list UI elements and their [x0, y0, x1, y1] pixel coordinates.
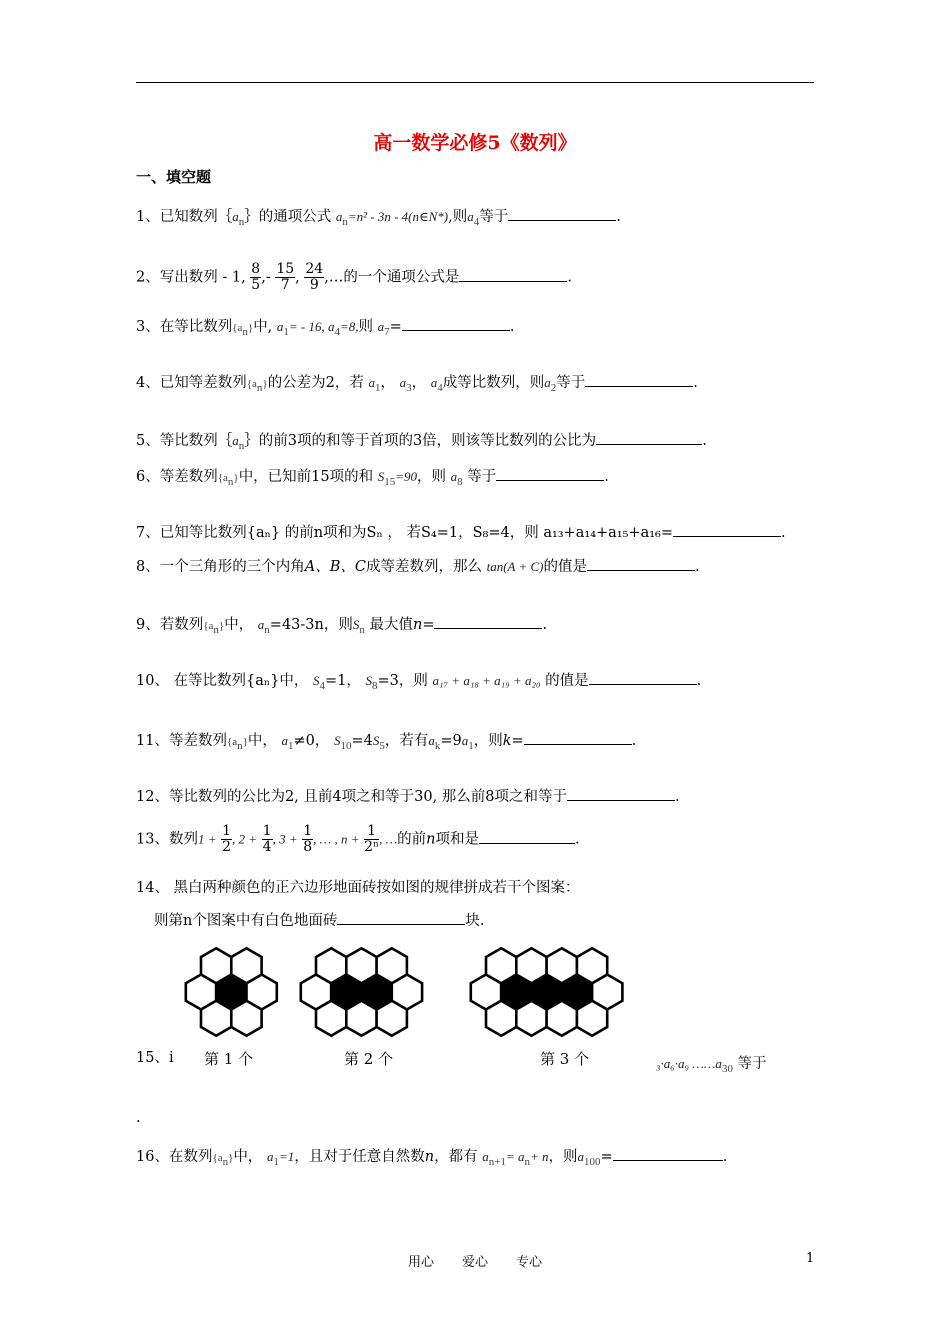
question-2: 2、写出数列 - 1, $\frac{8}{5}$ ,- $\frac{15}{7}$ , $\frac{24}{9}$ ,…的一个通项公式是 . — [136, 261, 572, 293]
question-6: 6、等差数列$\{a_n\}$中，已知前15项的和 $S_{15}=90$，则 $a_8$ 等于 . — [136, 466, 609, 492]
question-11: 11、等差数列$\{a_n\}$中， $a_1\ne 0$， $S_{10}=4S_5$，若有$a_k=9a_1$，则k= . — [136, 730, 636, 756]
white-hex-tile — [316, 1001, 346, 1036]
white-hex-tile — [201, 948, 231, 983]
question-10: 10、 在等比数列{aₙ}中， $S_4=1$， $S_8=3$，则 a₁₇ + a₁₈ + a₁₉ + a₂₀ 的值是 . — [136, 670, 701, 696]
question-14: 14、 黑白两种颜色的正六边形地面砖按如图的规律拼成若干个图案： — [136, 880, 580, 896]
white-hex-tile — [316, 948, 346, 983]
question-3: 3、在等比数列$\{a_n\}$中, $a_1= - 16$, $a_4=8$,则 $a_7=$ . — [136, 316, 514, 342]
white-hex-tile — [547, 1001, 577, 1036]
question-16: 16、在数列$\{a_n\}$中， $a_1=1$，且对于任意自然数n，都有 $a_{n+1}= a_n+ n$，则$a_{100}=$ . — [136, 1146, 727, 1172]
white-hex-tile — [346, 948, 376, 983]
section-heading: 一、填空题 — [136, 168, 212, 186]
figure-caption: 第 2 个 — [344, 1050, 394, 1068]
question-7: 7、已知等比数列{aₙ} 的前n项和为Sₙ ， 若S₄=1，S₈=4，则 a₁₃+a₁₄+a₁₅+a₁₆= . — [136, 522, 786, 543]
question-1: 1、已知数列$\{a_n\}$的通项公式 $a_n=n^2 - 3n$ - 4(n∈N*),则$a_4$等于 . — [136, 206, 621, 232]
question-15-end: . — [136, 1110, 141, 1126]
question-13: 13、数列1 + $\frac{1}{2}$ , 2 + $\frac{1}{4}$ , 3 + $\frac{1}{8}$ , … , n + $\frac{1}{\text{2ⁿ}}$ , …的前n项和是 . — [136, 823, 580, 855]
white-hex-tile — [516, 948, 546, 983]
question-8: 8、一个三角形的三个内角A、B、C成等差数列，那么 tan(A + C)的值是 . — [136, 556, 700, 577]
white-hex-tile — [547, 948, 577, 983]
white-hex-tile — [201, 1001, 231, 1036]
white-hex-tile — [377, 1001, 407, 1036]
question-4: 4、已知等差数列$\{a_n\}$的公差为2，若 $a_1$， $a_3$， $a_4$成等比数列，则$a_2$等于 . — [136, 372, 698, 398]
question-15: 15、i — [136, 1050, 174, 1066]
white-hex-tile — [346, 1001, 376, 1036]
white-hex-tile — [486, 948, 516, 983]
figure-caption: 第 1 个 — [204, 1050, 254, 1068]
white-hex-tile — [577, 948, 607, 983]
question-5: 5、等比数列$\{a_n\}$的前3项的和等于首项的3倍，则该等比数列的公比为 . — [136, 430, 707, 456]
white-hex-tile — [231, 948, 261, 983]
page-title: 高一数学必修5《数列》 — [373, 132, 577, 154]
white-hex-tile — [231, 1001, 261, 1036]
white-hex-tile — [516, 1001, 546, 1036]
question-14-line2: 则第n个图案中有白色地面砖 块. — [154, 910, 484, 931]
page-footer: 用心 爱心 专心 — [407, 1255, 543, 1270]
white-hex-tile — [577, 1001, 607, 1036]
white-hex-tile — [486, 1001, 516, 1036]
figure-caption: 第 3 个 — [540, 1050, 590, 1068]
question-15-fragment: ₃·a₆·a₉ $\dots\dots a_{30}$ 等于 — [656, 1056, 767, 1075]
page-number: 1 — [806, 1251, 815, 1266]
question-9: 9、若数列$\{a_n\}$中， $a_n=43-3n$，则$S_n$ 最大值n= . — [136, 614, 547, 640]
white-hex-tile — [377, 948, 407, 983]
question-12: 12、等比数列的公比为2, 且前4项之和等于30, 那么前8项之和等于 . — [136, 786, 680, 807]
answer-blank — [613, 1146, 723, 1161]
